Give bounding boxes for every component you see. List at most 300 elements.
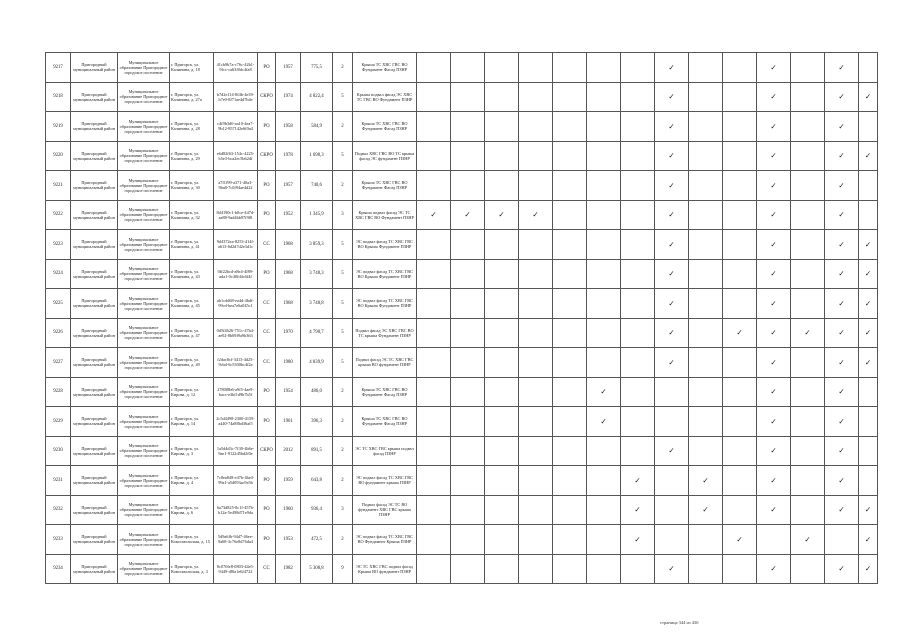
- check-cell: [417, 495, 451, 525]
- check-cell: [757, 525, 791, 555]
- check-cell: [587, 348, 621, 378]
- area-cell: 3 748,8: [301, 289, 333, 319]
- table-row: [46, 82, 878, 112]
- district-cell: Пригородный муниципальный район: [71, 466, 118, 496]
- work-types-cell: ЭС подвал фасад ТС ХВС ГВС ВО Крыша Фундамент ПЗНР: [353, 289, 417, 319]
- district-cell: Пригородный муниципальный район: [71, 554, 118, 584]
- address-cell: г. Пригорск, ул. Калинина, д. 32: [170, 200, 214, 230]
- check-cell: [587, 554, 621, 584]
- check-cell: [451, 230, 485, 260]
- check-cell: [519, 112, 553, 142]
- check-cell: [689, 348, 723, 378]
- area-cell: 4 839,9: [301, 348, 333, 378]
- owner-cell: Муниципальное образование Пригородное городское поселение: [118, 259, 170, 289]
- build-year-cell: 1980: [276, 348, 301, 378]
- check-cell: [859, 141, 878, 171]
- check-cell: [825, 141, 859, 171]
- check-cell: [553, 554, 587, 584]
- check-cell: [655, 259, 689, 289]
- check-cell: [723, 53, 757, 83]
- checkmark-icon: ✓: [864, 269, 872, 279]
- check-cell: [825, 230, 859, 260]
- check-cell: [791, 112, 825, 142]
- address-cell: г. Пригорск, ул. Калинина, д. 47: [170, 318, 214, 348]
- check-cell: [723, 436, 757, 466]
- build-year-cell: 1960: [276, 495, 301, 525]
- checkmark-icon: ✓: [770, 180, 777, 190]
- check-cell: [621, 171, 655, 201]
- row-number: 9226: [46, 318, 71, 348]
- check-cell: [553, 348, 587, 378]
- check-cell: [723, 495, 757, 525]
- check-cell: [587, 318, 621, 348]
- checkmark-icon: ✓: [864, 564, 872, 574]
- check-cell: [519, 554, 553, 584]
- checkmark-icon: ✓: [770, 357, 777, 367]
- district-cell: Пригородный муниципальный район: [71, 318, 118, 348]
- check-cell: [485, 318, 519, 348]
- ownership-form-cell: СС: [258, 554, 276, 584]
- checkmark-icon: ✓: [838, 239, 845, 249]
- district-cell: Пригородный муниципальный район: [71, 495, 118, 525]
- checkmark-icon: ✓: [770, 475, 777, 485]
- check-cell: [757, 53, 791, 83]
- check-cell: [519, 82, 553, 112]
- check-cell: [655, 377, 689, 407]
- check-cell: [621, 112, 655, 142]
- check-cell: [519, 53, 553, 83]
- check-cell: [723, 525, 757, 555]
- address-cell: г. Пригорск, ул. Калинина, д. 27а: [170, 82, 214, 112]
- check-cell: [859, 436, 878, 466]
- row-number: 9234: [46, 554, 71, 584]
- district-cell: Пригородный муниципальный район: [71, 230, 118, 260]
- check-cell: [723, 259, 757, 289]
- building-id-cell: 1a5d4d3c-7f30-4b6e-9ae1-9122d5bd2f0e: [214, 436, 258, 466]
- check-cell: [485, 436, 519, 466]
- ownership-form-cell: РО: [258, 525, 276, 555]
- check-cell: [621, 53, 655, 83]
- check-cell: [519, 141, 553, 171]
- row-number: 9217: [46, 53, 71, 83]
- checkmark-icon: ✓: [864, 239, 872, 249]
- check-cell: [655, 171, 689, 201]
- check-cell: [587, 200, 621, 230]
- check-cell: [519, 289, 553, 319]
- checkmark-icon: ✓: [864, 534, 872, 544]
- check-cell: [655, 289, 689, 319]
- check-cell: [621, 348, 655, 378]
- build-year-cell: 1968: [276, 230, 301, 260]
- checkmark-icon: ✓: [634, 534, 641, 544]
- ownership-form-cell: СКРО: [258, 141, 276, 171]
- checkmark-icon: ✓: [770, 210, 777, 220]
- owner-cell: Муниципальное образование Пригородное городское поселение: [118, 348, 170, 378]
- check-cell: [655, 200, 689, 230]
- check-cell: [791, 407, 825, 437]
- address-cell: г. Пригорск, ул. Калинина, д. 41: [170, 230, 214, 260]
- check-cell: [655, 318, 689, 348]
- table-row: [46, 407, 878, 437]
- building-id-cell: e6d82f63-154c-4225-b5e3-bca2ec5b62df: [214, 141, 258, 171]
- owner-cell: Муниципальное образование Пригородное городское поселение: [118, 525, 170, 555]
- check-cell: [451, 436, 485, 466]
- check-cell: [655, 348, 689, 378]
- owner-cell: Муниципальное образование Пригородное городское поселение: [118, 407, 170, 437]
- address-cell: г. Пригорск, ул. Калинина, д. 30: [170, 171, 214, 201]
- owner-cell: Муниципальное образование Пригородное городское поселение: [118, 436, 170, 466]
- check-cell: [621, 466, 655, 496]
- floors-cell: 2: [333, 171, 353, 201]
- checkmark-icon: ✓: [702, 475, 709, 485]
- check-cell: [655, 525, 689, 555]
- checkmark-icon: ✓: [532, 210, 539, 220]
- check-cell: [689, 525, 723, 555]
- check-cell: [757, 171, 791, 201]
- check-cell: [689, 141, 723, 171]
- check-cell: [791, 141, 825, 171]
- table-row: [46, 495, 878, 525]
- build-year-cell: 1978: [276, 141, 301, 171]
- check-cell: [825, 466, 859, 496]
- check-cell: [825, 554, 859, 584]
- check-cell: [417, 200, 451, 230]
- check-cell: [723, 230, 757, 260]
- row-number: 9223: [46, 230, 71, 260]
- check-cell: [485, 407, 519, 437]
- address-cell: г. Пригорск, ул. Кирова, д. 6: [170, 495, 214, 525]
- check-cell: [417, 112, 451, 142]
- check-cell: [451, 112, 485, 142]
- checkmark-icon: ✓: [838, 269, 845, 279]
- check-cell: [723, 554, 757, 584]
- checkmark-icon: ✓: [864, 505, 872, 515]
- check-cell: [859, 53, 878, 83]
- floors-cell: 2: [333, 466, 353, 496]
- check-cell: [553, 259, 587, 289]
- check-cell: [825, 348, 859, 378]
- checkmark-icon: ✓: [804, 328, 811, 338]
- check-cell: [485, 141, 519, 171]
- row-number: 9219: [46, 112, 71, 142]
- check-cell: [791, 436, 825, 466]
- check-cell: [621, 407, 655, 437]
- check-cell: [655, 466, 689, 496]
- floors-cell: 5: [333, 318, 353, 348]
- checkmark-icon: ✓: [464, 210, 471, 220]
- floors-cell: 3: [333, 200, 353, 230]
- checkmark-icon: ✓: [838, 92, 845, 102]
- check-cell: [655, 495, 689, 525]
- work-types-cell: ЭС подвал фасад ТС ХВС ГВС ВО Крыша Фундамент ПЗНР: [353, 230, 417, 260]
- check-cell: [655, 112, 689, 142]
- check-cell: [485, 112, 519, 142]
- district-cell: Пригородный муниципальный район: [71, 377, 118, 407]
- checkmark-icon: ✓: [838, 121, 845, 131]
- owner-cell: Муниципальное образование Пригородное городское поселение: [118, 289, 170, 319]
- check-cell: [621, 495, 655, 525]
- checkmark-icon: ✓: [770, 328, 777, 338]
- check-cell: [587, 112, 621, 142]
- table-row: [46, 141, 878, 171]
- check-cell: [451, 525, 485, 555]
- address-cell: г. Пригорск, ул. Комсомольская, д. 3: [170, 554, 214, 584]
- check-cell: [587, 525, 621, 555]
- ownership-form-cell: РО: [258, 466, 276, 496]
- work-types-cell: Подвал фасад ЭС ТС ВО фундамент ХВС ГВС крыша ПЗНР: [353, 495, 417, 525]
- check-cell: [621, 289, 655, 319]
- district-cell: Пригородный муниципальный район: [71, 171, 118, 201]
- check-cell: [825, 200, 859, 230]
- check-cell: [587, 230, 621, 260]
- checkmark-icon: ✓: [838, 564, 845, 574]
- checkmark-icon: ✓: [668, 62, 675, 72]
- check-cell: [859, 466, 878, 496]
- checkmark-icon: ✓: [668, 151, 675, 161]
- checkmark-icon: ✓: [736, 534, 743, 544]
- ownership-form-cell: СС: [258, 289, 276, 319]
- check-cell: [791, 554, 825, 584]
- check-cell: [621, 259, 655, 289]
- check-cell: [757, 112, 791, 142]
- check-cell: [485, 495, 519, 525]
- table-row: [46, 466, 878, 496]
- check-cell: [485, 466, 519, 496]
- check-cell: [519, 436, 553, 466]
- area-cell: 3 859,3: [301, 230, 333, 260]
- row-number: 9220: [46, 141, 71, 171]
- check-cell: [859, 525, 878, 555]
- checkmark-icon: ✓: [838, 416, 845, 426]
- check-cell: [553, 466, 587, 496]
- checkmark-icon: ✓: [668, 121, 675, 131]
- check-cell: [519, 525, 553, 555]
- table-row: [46, 377, 878, 407]
- ownership-form-cell: СС: [258, 230, 276, 260]
- check-cell: [417, 348, 451, 378]
- work-types-cell: Крыша подвал фасад ЭС ХВС ТС ГВС ВО Фундамент ПЗНР: [353, 82, 417, 112]
- build-year-cell: 1954: [276, 377, 301, 407]
- district-cell: Пригородный муниципальный район: [71, 436, 118, 466]
- check-cell: [859, 230, 878, 260]
- checkmark-icon: ✓: [838, 328, 845, 338]
- check-cell: [689, 200, 723, 230]
- building-id-cell: 6a73d825-8c1f-457b-b12a-5e498d71e9da: [214, 495, 258, 525]
- check-cell: [859, 200, 878, 230]
- check-cell: [757, 141, 791, 171]
- floors-cell: 9: [333, 554, 353, 584]
- check-cell: [723, 112, 757, 142]
- area-cell: 1 698,3: [301, 141, 333, 171]
- check-cell: [791, 377, 825, 407]
- check-cell: [451, 53, 485, 83]
- check-cell: [587, 377, 621, 407]
- table-row: [46, 112, 878, 142]
- ownership-form-cell: РО: [258, 112, 276, 142]
- check-cell: [553, 377, 587, 407]
- owner-cell: Муниципальное образование Пригородное городское поселение: [118, 82, 170, 112]
- check-cell: [621, 525, 655, 555]
- ownership-form-cell: СС: [258, 318, 276, 348]
- check-cell: [417, 407, 451, 437]
- check-cell: [689, 171, 723, 201]
- check-cell: [791, 82, 825, 112]
- check-cell: [791, 525, 825, 555]
- check-cell: [451, 348, 485, 378]
- checkmark-icon: ✓: [838, 387, 845, 397]
- area-cell: 396,3: [301, 407, 333, 437]
- check-cell: [791, 200, 825, 230]
- floors-cell: 2: [333, 53, 353, 83]
- row-number: 9231: [46, 466, 71, 496]
- checkmark-icon: ✓: [804, 534, 811, 544]
- check-cell: [519, 318, 553, 348]
- address-cell: г. Пригорск, ул. Кирова, д. 4: [170, 466, 214, 496]
- ownership-form-cell: РО: [258, 171, 276, 201]
- build-year-cell: 1968: [276, 289, 301, 319]
- check-cell: [791, 495, 825, 525]
- checkmark-icon: ✓: [770, 269, 777, 279]
- check-cell: [757, 230, 791, 260]
- check-cell: [689, 495, 723, 525]
- floors-cell: 5: [333, 141, 353, 171]
- ownership-form-cell: РО: [258, 407, 276, 437]
- check-cell: [757, 348, 791, 378]
- checkmark-icon: ✓: [838, 180, 845, 190]
- check-cell: [825, 525, 859, 555]
- table-row: [46, 259, 878, 289]
- check-cell: [417, 377, 451, 407]
- checkmark-icon: ✓: [770, 387, 777, 397]
- area-cell: 5 308,8: [301, 554, 333, 584]
- check-cell: [451, 495, 485, 525]
- check-cell: [553, 171, 587, 201]
- check-cell: [723, 171, 757, 201]
- checkmark-icon: ✓: [838, 357, 845, 367]
- check-cell: [825, 53, 859, 83]
- table-row: [46, 289, 878, 319]
- area-cell: 740,6: [301, 171, 333, 201]
- check-cell: [859, 82, 878, 112]
- row-number: 9224: [46, 259, 71, 289]
- check-cell: [757, 318, 791, 348]
- check-cell: [723, 407, 757, 437]
- check-cell: [859, 289, 878, 319]
- check-cell: [417, 53, 451, 83]
- checkmark-icon: ✓: [668, 446, 675, 456]
- checkmark-icon: ✓: [668, 92, 675, 102]
- check-cell: [485, 171, 519, 201]
- district-cell: Пригородный муниципальный район: [71, 348, 118, 378]
- check-cell: [825, 377, 859, 407]
- check-cell: [757, 436, 791, 466]
- check-cell: [587, 436, 621, 466]
- area-cell: 775,5: [301, 53, 333, 83]
- check-cell: [689, 82, 723, 112]
- build-year-cell: 1958: [276, 112, 301, 142]
- check-cell: [757, 407, 791, 437]
- row-number: 9232: [46, 495, 71, 525]
- check-cell: [519, 495, 553, 525]
- build-year-cell: 2012: [276, 436, 301, 466]
- build-year-cell: 1974: [276, 82, 301, 112]
- area-cell: 4 790,7: [301, 318, 333, 348]
- check-cell: [825, 318, 859, 348]
- floors-cell: 2: [333, 112, 353, 142]
- page-number: страница 344 из 430: [660, 620, 699, 625]
- check-cell: [587, 407, 621, 437]
- checkmark-icon: ✓: [864, 298, 872, 308]
- build-year-cell: 1970: [276, 318, 301, 348]
- floors-cell: 5: [333, 289, 353, 319]
- row-number: 9221: [46, 171, 71, 201]
- building-id-cell: 0ff22bcd-a8e4-4f89-ada1-0c40fd4c6f4f: [214, 259, 258, 289]
- district-cell: Пригородный муниципальный район: [71, 407, 118, 437]
- check-cell: [825, 407, 859, 437]
- check-cell: [689, 318, 723, 348]
- check-cell: [417, 554, 451, 584]
- checkmark-icon: ✓: [634, 475, 641, 485]
- check-cell: [485, 289, 519, 319]
- work-types-cell: ЭС ТС ХВС ГВС крыша подвал фасад ПЗНР: [353, 436, 417, 466]
- row-number: 9228: [46, 377, 71, 407]
- ownership-form-cell: РО: [258, 377, 276, 407]
- check-cell: [689, 466, 723, 496]
- check-cell: [519, 348, 553, 378]
- table-row: [46, 318, 878, 348]
- checkmark-icon: ✓: [668, 328, 675, 338]
- area-cell: 891,5: [301, 436, 333, 466]
- check-cell: [451, 554, 485, 584]
- checkmark-icon: ✓: [668, 298, 675, 308]
- check-cell: [519, 466, 553, 496]
- floors-cell: 3: [333, 495, 353, 525]
- floors-cell: 5: [333, 259, 353, 289]
- check-cell: [417, 259, 451, 289]
- building-id-cell: 5d9a6fb-94d7-46ee-9a68-3c76e8d76da4: [214, 525, 258, 555]
- check-cell: [417, 466, 451, 496]
- check-cell: [859, 407, 878, 437]
- document-sheet: [45, 52, 872, 584]
- address-cell: г. Пригорск, ул. Калинина, д. 29: [170, 141, 214, 171]
- check-cell: [825, 289, 859, 319]
- row-number: 9233: [46, 525, 71, 555]
- work-types-cell: Крыша подвал фасад ЭС ТС ХВС ГВС ВО Фундамент ПЗНР: [353, 200, 417, 230]
- checkmark-icon: ✓: [634, 505, 641, 515]
- owner-cell: Муниципальное образование Пригородное городское поселение: [118, 466, 170, 496]
- check-cell: [621, 141, 655, 171]
- check-cell: [587, 53, 621, 83]
- table-row: [46, 525, 878, 555]
- check-cell: [587, 171, 621, 201]
- work-types-cell: Крыша ТС ХВС ГВС ВО Фундамент Фасад ПЗНР: [353, 407, 417, 437]
- checkmark-icon: ✓: [668, 269, 675, 279]
- checkmark-icon: ✓: [770, 505, 777, 515]
- district-cell: Пригородный муниципальный район: [71, 82, 118, 112]
- check-cell: [519, 230, 553, 260]
- table-row: [46, 53, 878, 83]
- check-cell: [553, 318, 587, 348]
- table-row: [46, 171, 878, 201]
- check-cell: [553, 82, 587, 112]
- checkmark-icon: ✓: [668, 357, 675, 367]
- check-cell: [859, 554, 878, 584]
- build-year-cell: 1968: [276, 259, 301, 289]
- district-cell: Пригородный муниципальный район: [71, 141, 118, 171]
- check-cell: [825, 259, 859, 289]
- owner-cell: Муниципальное образование Пригородное городское поселение: [118, 495, 170, 525]
- checkmark-icon: ✓: [600, 416, 607, 426]
